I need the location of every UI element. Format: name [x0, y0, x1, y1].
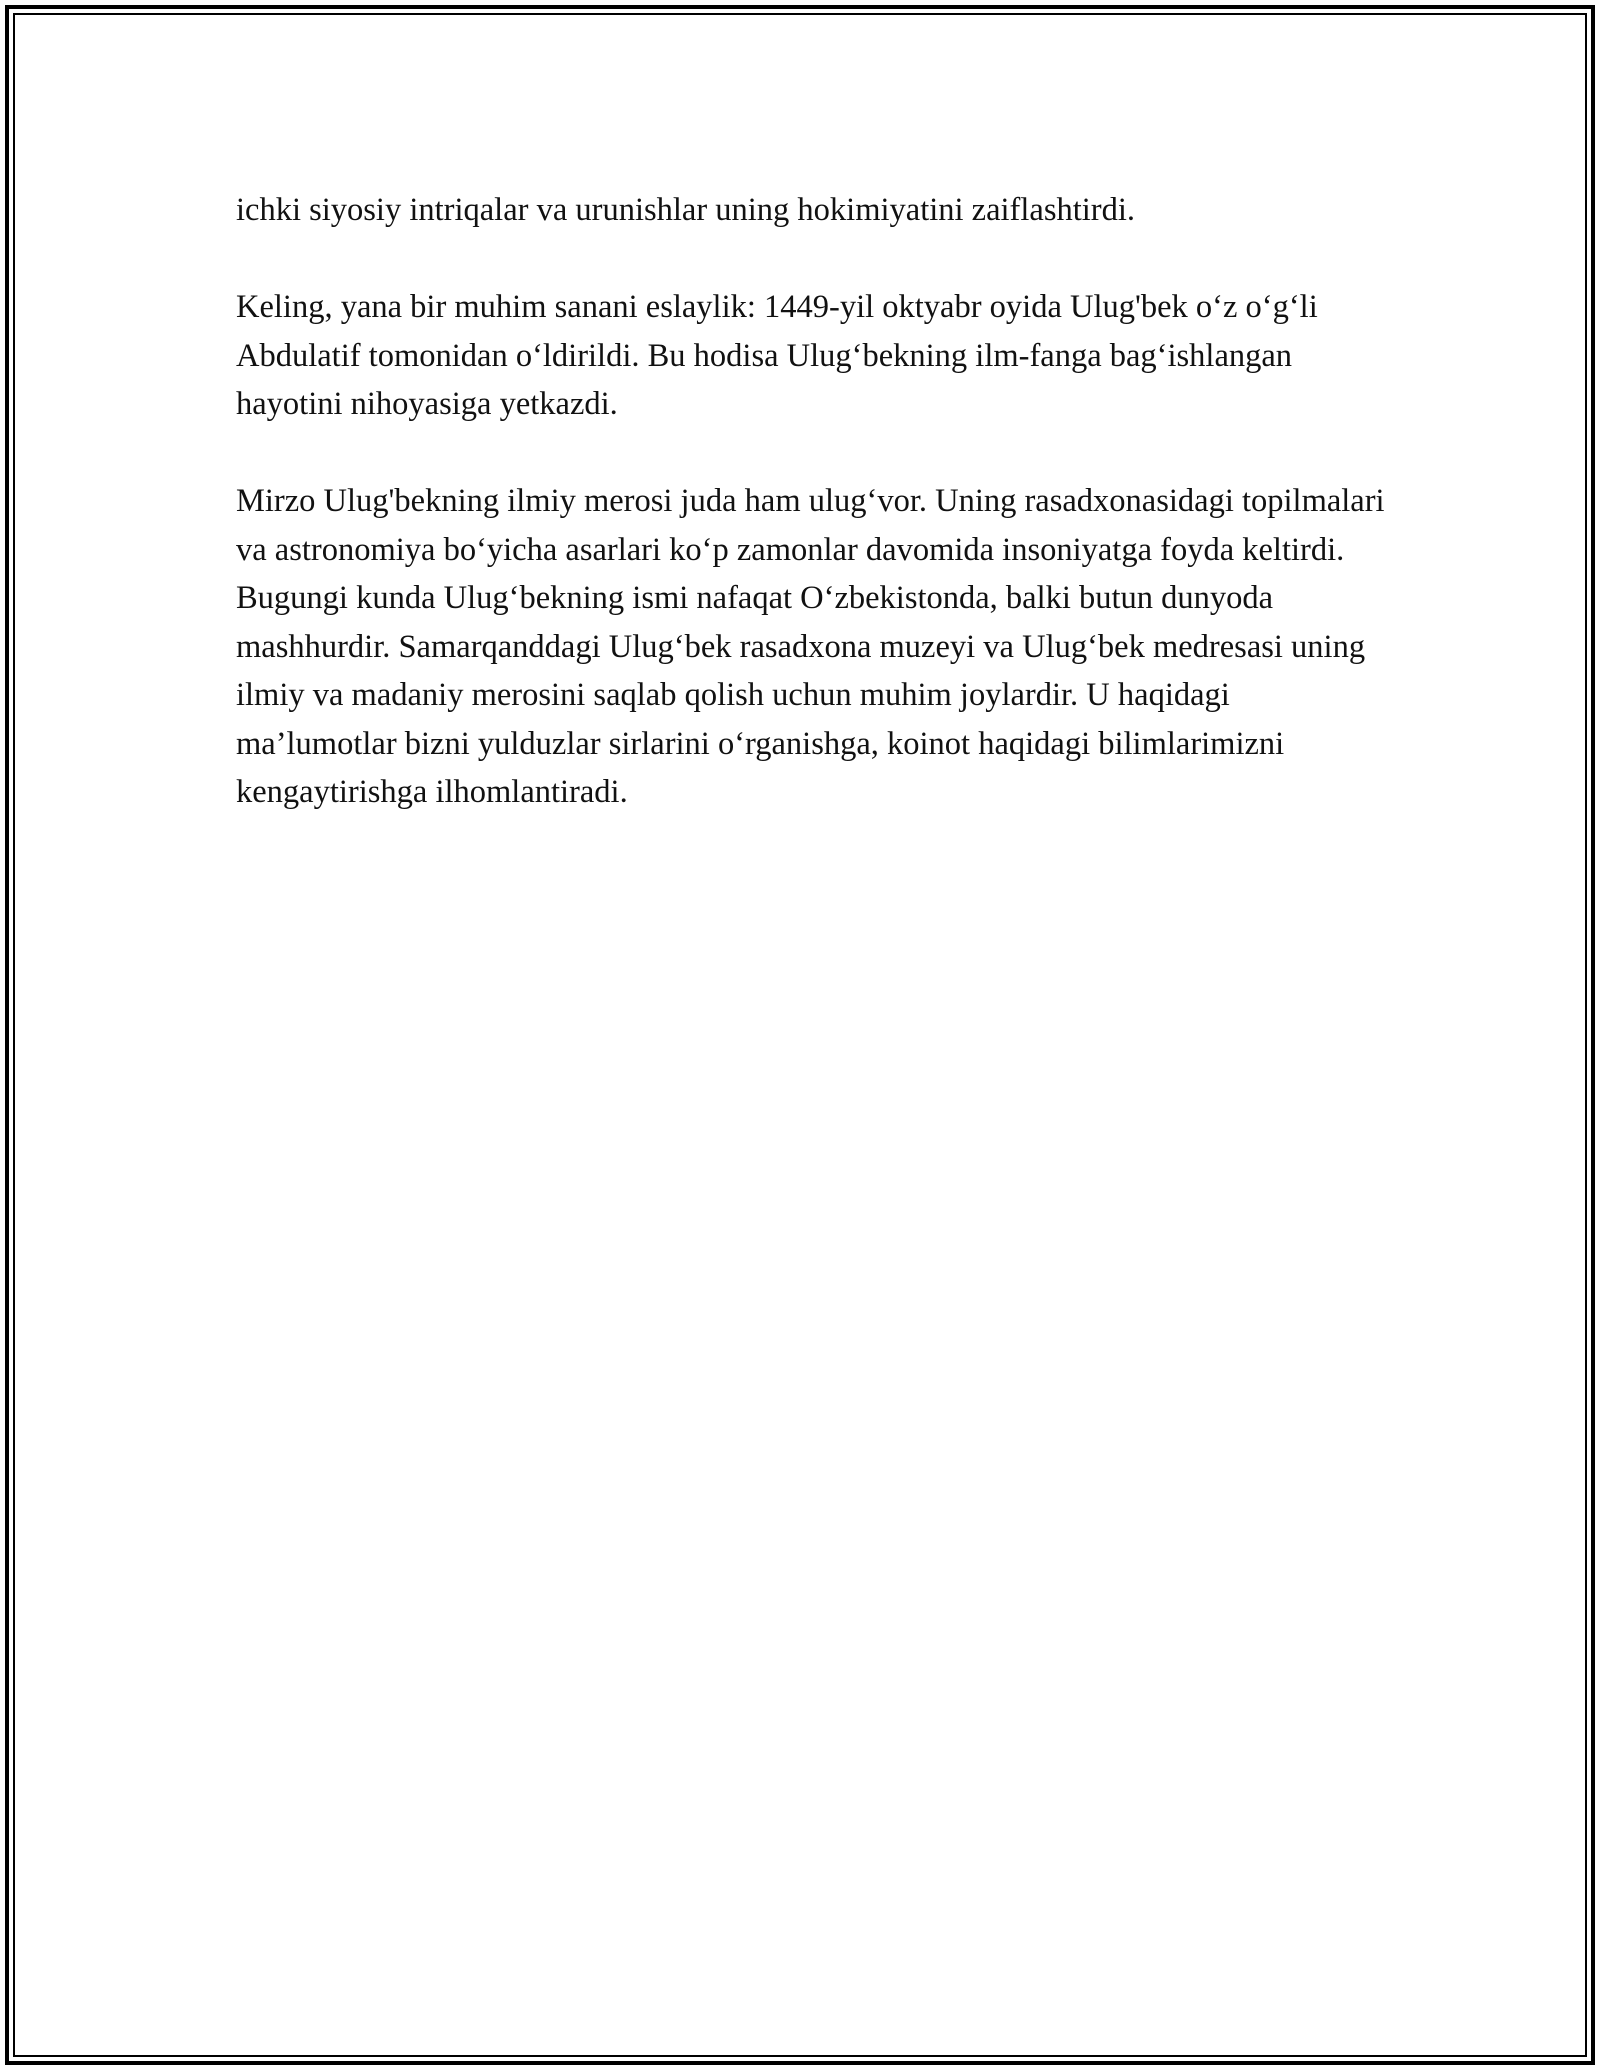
paragraph-3: Mirzo Ulug'bekning ilmiy merosi juda ham ulug‘vor. Uning rasadxonasidagi topilmalari va astronomiya bo‘yicha asarlari ko‘p zamonlar davomida insoniyatga foyda keltirdi. Bugungi kunda Ulug‘bekning ismi nafaqat O‘zbekistonda, balki butun dunyoda mashhurdir. Samarqanddagi Ulug‘bek rasadxona muzeyi va Ulug‘bek medresasi uning ilmiy va madaniy merosini saqlab qolish uchun muhim joylardir. U haqidagi ma’lumotlar bizni yulduzlar sirlarini o‘rganishga, koinot haqidagi bilimlarimizni kengaytirishga ilhomlantiradi.	[236, 483, 1385, 810]
paragraph-1: ichki siyosiy intriqalar va urunishlar uning hokimiyatini zaiflashtirdi.	[236, 192, 1136, 228]
document-body	[236, 186, 1386, 865]
paragraph-2: Keling, yana bir muhim sanani eslaylik: 1449-yil oktyabr oyida Ulug'bek o‘z o‘g‘li Abdulatif tomonidan o‘ldirildi. Bu hodisa Ulug‘bekning ilm-fanga bag‘ishlangan hayotini nihoyasiga yetkazdi.	[236, 289, 1318, 422]
